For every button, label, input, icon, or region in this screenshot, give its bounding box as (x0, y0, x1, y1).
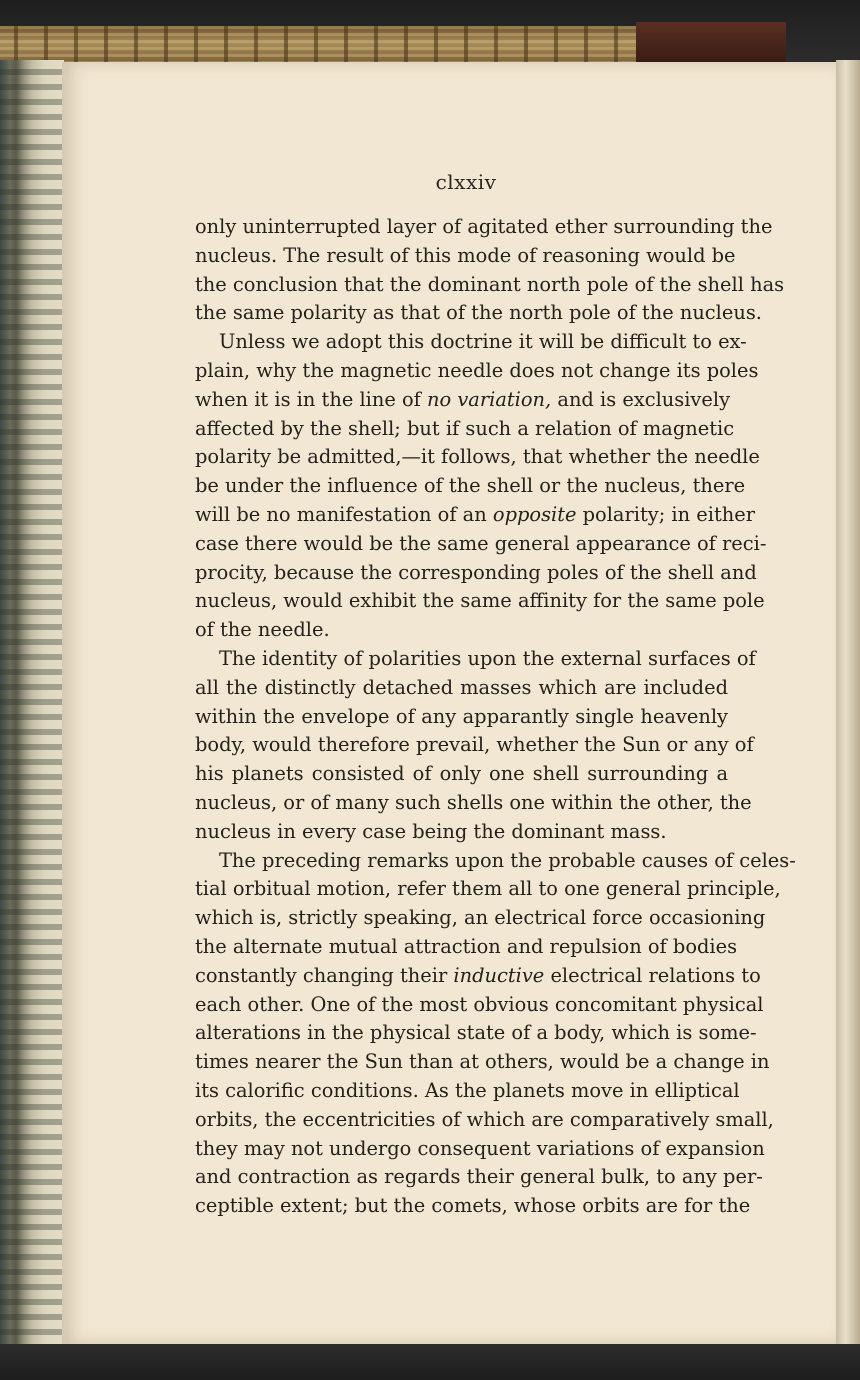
body-text (195, 213, 796, 1221)
text-line: procity, because the corresponding poles of the shell and (195, 560, 757, 584)
text-line (195, 962, 761, 991)
text-line: The preceding remarks upon the probable causes of celes- (219, 848, 796, 872)
text-line: the alternate mutual attraction and repulsion of bodies (195, 934, 738, 958)
italic-text: opposite (492, 502, 577, 526)
text-segment: electrical relations to (544, 963, 761, 987)
italic-text: no variation, (427, 387, 552, 411)
text-line: its calorific conditions. As the planets move in elliptical (195, 1078, 740, 1102)
text-line: body, would therefore prevail, whether the Sun or any of (195, 733, 754, 757)
text-line: The identity of polarities upon the external surfaces of (219, 646, 756, 670)
text-line: the same polarity as that of the north pole of the nucleus. (195, 301, 762, 325)
text-line: the conclusion that the dominant north pole of the shell has (195, 272, 785, 296)
text-line: within the envelope of any apparantly single heavenly (195, 704, 728, 728)
text-line (195, 501, 755, 530)
text-line: of the needle. (195, 618, 330, 642)
scanner-background-bottom (0, 1344, 860, 1380)
text-segment: when it is in the line of (195, 387, 428, 411)
text-segment: constantly changing their (195, 963, 454, 987)
text-line: all the distinctly detached masses which are included (195, 675, 728, 699)
text-line: plain, why the magnetic needle does not change its poles (195, 358, 759, 382)
text-line: each other. One of the most obvious concomitant physical (195, 992, 764, 1016)
text-line: case there would be the same general appearance of reci- (195, 531, 767, 555)
text-line: ceptible extent; but the comets, whose orbits are for the (195, 1194, 751, 1218)
text-segment: will be no manifestation of an (195, 502, 493, 526)
text-line: alterations in the physical state of a body, which is some- (195, 1021, 757, 1045)
book-fore-edge (0, 60, 64, 1350)
text-line: nucleus in every case being the dominant mass. (195, 819, 667, 843)
text-line (195, 386, 731, 415)
text-line: nucleus, would exhibit the same affinity for the same pole (195, 589, 765, 613)
page-number: clxxiv (435, 170, 497, 194)
page-stack-edge (836, 60, 860, 1352)
bookmark-ribbon (636, 22, 786, 62)
text-line: and contraction as regards their general bulk, to any per- (195, 1165, 763, 1189)
text-line: which is, strictly speaking, an electrical force occasioning (195, 906, 766, 930)
text-segment: and is exclusively (551, 387, 731, 411)
text-line: orbits, the eccentricities of which are comparatively small, (195, 1107, 774, 1131)
text-segment: polarity; in either (576, 502, 755, 526)
text-line: his planets consisted of only one shell surrounding a (195, 762, 728, 786)
text-line: affected by the shell; but if such a relation of magnetic (195, 416, 735, 440)
text-line: nucleus. The result of this mode of reasoning would be (195, 243, 736, 267)
text-line: be under the influence of the shell or the nucleus, there (195, 474, 746, 498)
text-line: only uninterrupted layer of agitated ether surrounding the (195, 215, 773, 238)
text-line: Unless we adopt this doctrine it will be difficult to ex- (219, 330, 747, 354)
text-line: polarity be admitted,—it follows, that whether the needle (195, 445, 760, 469)
text-line: nucleus, or of many such shells one within the other, the (195, 790, 752, 814)
text-line: tial orbitual motion, refer them all to one general principle, (195, 877, 781, 901)
text-line: times nearer the Sun than at others, would be a change in (195, 1050, 770, 1074)
text-line: they may not undergo consequent variations of expansion (195, 1136, 765, 1160)
italic-text: inductive (453, 963, 545, 987)
gilt-page-edge (0, 26, 640, 66)
